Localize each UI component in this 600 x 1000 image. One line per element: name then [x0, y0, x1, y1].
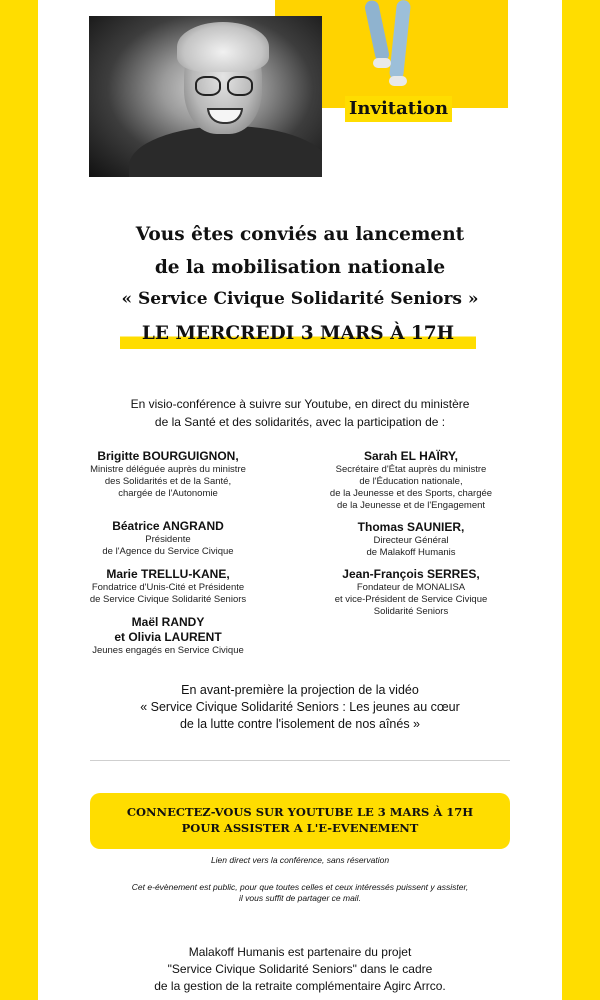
- speaker-serres: [296, 567, 526, 618]
- speaker-name: Béatrice ANGRAND: [112, 519, 224, 533]
- preview-line-1: En avant-première la projection de la vidéo: [181, 683, 419, 697]
- partner-line-3: de la gestion de la retraite complémentaire Agirc Arrco.: [154, 979, 446, 993]
- speaker-role: de l'Éducation nationale,: [359, 476, 463, 487]
- speaker-name: Thomas SAUNIER,: [357, 520, 465, 534]
- section-divider: [90, 760, 510, 761]
- speaker-name: Sarah EL HAÏRY,: [363, 449, 459, 463]
- speaker-role: Solidarité Seniors: [373, 606, 449, 617]
- photo-glasses-shape: [195, 76, 221, 96]
- speaker-role: Fondatrice d'Unis-Cité et Présidente: [91, 582, 245, 593]
- public-note-line-1: Cet e-évènement est public, pour que toutes celles et ceux intéressés puissent y assister,: [131, 882, 469, 892]
- invitation-badge: Invitation: [345, 96, 452, 122]
- intro-text: [68, 395, 532, 431]
- cta-line-2: POUR ASSISTER A L'E-EVENEMENT: [181, 821, 419, 835]
- cta-line-1: CONNECTEZ-VOUS SUR YOUTUBE LE 3 MARS À 17H: [126, 805, 474, 819]
- preview-line-3: de la lutte contre l'isolement de nos aînés »: [179, 717, 421, 731]
- speaker-el-hairy: [296, 449, 526, 512]
- speaker-name: Marie TRELLU-KANE,: [106, 567, 230, 581]
- speaker-randy-laurent: [53, 615, 283, 657]
- public-event-note: [68, 882, 532, 904]
- speaker-bourguignon: [53, 449, 283, 500]
- speaker-role: Ministre déléguée auprès du ministre: [90, 464, 246, 475]
- youtube-cta-button[interactable]: [90, 793, 510, 849]
- speaker-name: Maël RANDY: [131, 615, 205, 629]
- speaker-role: Présidente: [145, 534, 191, 545]
- headline-line-3: « Service Civique Solidarité Seniors »: [121, 289, 479, 309]
- public-note-line-2: il vous suffit de partager ce mail.: [239, 893, 361, 903]
- speaker-name: Brigitte BOURGUIGNON,: [97, 449, 239, 463]
- speaker-saunier: [296, 520, 526, 559]
- headline-line-1: Vous êtes conviés au lancement: [135, 224, 465, 245]
- jumper-photo-leg: [364, 0, 391, 63]
- event-date: LE MERCREDI 3 MARS À 17H: [120, 321, 476, 349]
- jumper-photo-leg: [389, 0, 411, 81]
- speaker-role: de Service Civique Solidarité Seniors: [89, 594, 247, 605]
- photo-hair-shape: [177, 22, 269, 72]
- speaker-name: Jean-François SERRES,: [342, 567, 480, 581]
- intro-line-1: En visio-conférence à suivre sur Youtube, en direct du ministère: [130, 397, 470, 411]
- jumper-photo-shoe: [373, 58, 391, 68]
- intro-line-2: de la Santé et des solidarités, avec la participation de :: [154, 415, 446, 429]
- speaker-role: Jeunes engagés en Service Civique: [92, 645, 244, 656]
- partner-line-2: "Service Civique Solidarité Seniors" dans le cadre: [167, 962, 433, 976]
- partner-text: [68, 944, 532, 995]
- direct-link-note[interactable]: Lien direct vers la conférence, sans réservation: [210, 855, 390, 865]
- speaker-trellu-kane: [53, 567, 283, 606]
- senior-woman-photo: [89, 16, 322, 177]
- headline-line-2: de la mobilisation nationale: [154, 257, 446, 278]
- speaker-role: de la Jeunesse et de l'Engagement: [336, 500, 486, 511]
- speaker-angrand: [53, 519, 283, 558]
- speaker-role: de l'Agence du Service Civique: [102, 546, 234, 557]
- jumper-photo-shoe: [389, 76, 407, 86]
- speaker-role: et vice-Président de Service Civique: [334, 594, 488, 605]
- video-preview-text: [68, 682, 532, 733]
- speaker-role: Secrétaire d'État auprès du ministre: [335, 464, 487, 475]
- speaker-role: chargée de l'Autonomie: [118, 488, 218, 499]
- speaker-role: Directeur Général: [373, 535, 449, 546]
- speaker-name-2: et Olivia LAURENT: [114, 630, 222, 644]
- speaker-role: de Malakoff Humanis: [366, 547, 456, 558]
- photo-glasses-shape: [227, 76, 253, 96]
- preview-line-2: « Service Civique Solidarité Seniors : Les jeunes au cœur: [140, 700, 460, 714]
- speaker-role: des Solidarités et de la Santé,: [104, 476, 232, 487]
- partner-line-1: Malakoff Humanis est partenaire du projet: [188, 945, 412, 959]
- speaker-role: Fondateur de MONALISA: [356, 582, 466, 593]
- invitation-card: [38, 0, 562, 1000]
- speaker-role: de la Jeunesse et des Sports, chargée: [329, 488, 493, 499]
